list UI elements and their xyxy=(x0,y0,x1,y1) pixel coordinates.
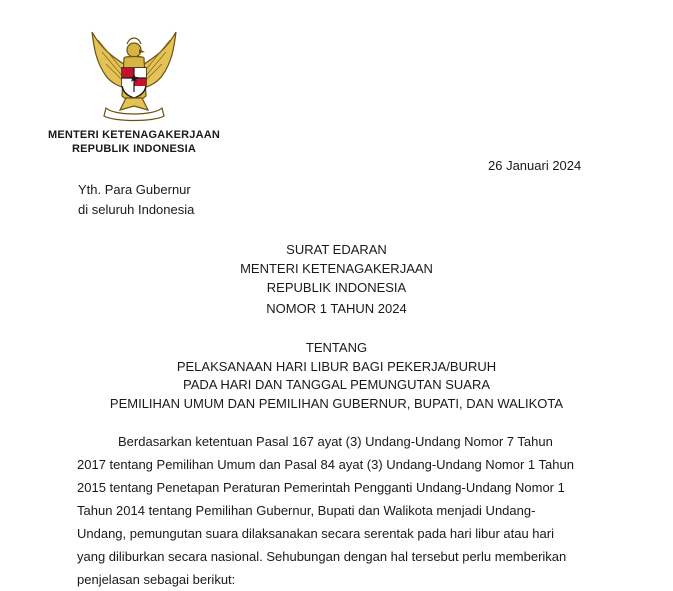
recipient-line-1: Yth. Para Gubernur xyxy=(78,182,191,197)
title-line-2: MENTERI KETENAGAKERJAAN xyxy=(240,261,433,276)
document-title xyxy=(0,240,673,297)
document-number: NOMOR 1 TAHUN 2024 xyxy=(266,301,407,316)
subject-line-2: PADA HARI DAN TANGGAL PEMUNGUTAN SUARA xyxy=(183,377,490,392)
body-line-2: 2017 tentang Pemilihan Umum dan Pasal 84 ayat (3) Undang-Undang Nomor 1 Tahun xyxy=(77,457,574,472)
title-line-3: REPUBLIK INDONESIA xyxy=(266,280,407,295)
body-paragraph xyxy=(77,430,595,591)
body-line-5: Undang, pemungutan suara dilaksanakan secara serentak pada hari libur atau hari xyxy=(77,526,554,541)
subject-line-1: PELAKSANAAN HARI LIBUR BAGI PEKERJA/BURUH xyxy=(176,358,497,374)
recipient-line-2: di seluruh Indonesia xyxy=(78,202,195,217)
subject-label: TENTANG xyxy=(305,340,368,355)
letter-date: 26 Januari 2024 xyxy=(488,158,582,173)
recipient-block xyxy=(78,180,194,220)
title-line-1: SURAT EDARAN xyxy=(286,242,387,257)
body-line-7: penjelasan sebagai berikut: xyxy=(77,572,236,587)
body-line-3: 2015 tentang Penetapan Peraturan Pemerintah Pengganti Undang-Undang Nomor 1 xyxy=(77,480,565,495)
body-line-6: yang diliburkan secara nasional. Sehubungan dengan hal tersebut perlu memberikan xyxy=(77,549,567,564)
issuer-block xyxy=(44,128,224,156)
garuda-emblem-icon xyxy=(84,28,184,124)
issuer-line-2: REPUBLIK INDONESIA xyxy=(72,143,196,155)
document-subject xyxy=(0,339,673,413)
issuer-line-1: MENTERI KETENAGAKERJAAN xyxy=(47,129,221,141)
subject-line-3: PEMILIHAN UMUM DAN PEMILIHAN GUBERNUR, BUPATI, DAN WALIKOTA xyxy=(109,395,564,411)
body-line-1: Berdasarkan ketentuan Pasal 167 ayat (3) Undang-Undang Nomor 7 Tahun xyxy=(118,434,553,449)
body-line-4: Tahun 2014 tentang Pemilihan Gubernur, Bupati dan Walikota menjadi Undang- xyxy=(77,503,536,518)
